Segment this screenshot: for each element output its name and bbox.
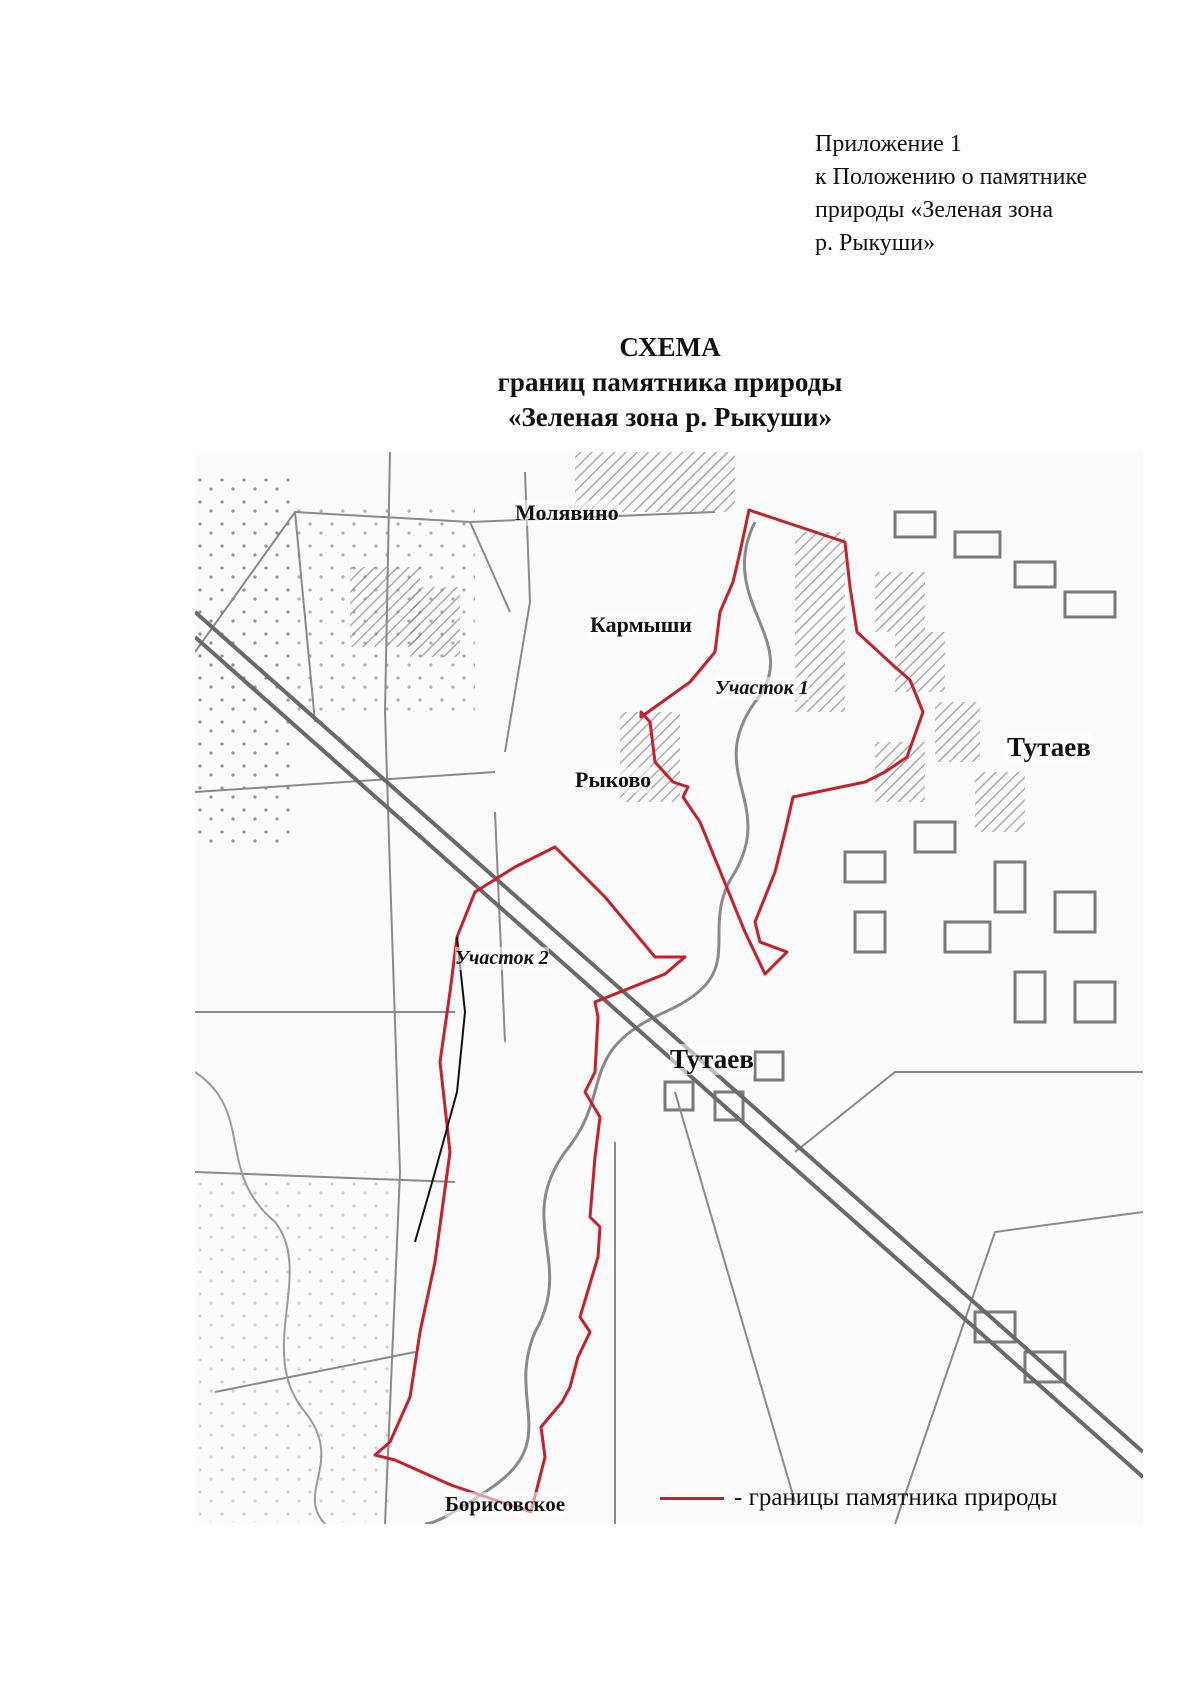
appendix-line-1: Приложение 1 [815,131,962,157]
boundary-black-segment [415,937,465,1242]
appendix-line-2: к Положению о памятнике [815,164,1088,190]
title-line-3: «Зеленая зона р. Рыкуши» [508,402,832,432]
hatched-block [975,772,1025,832]
appendix-note [815,128,1087,260]
hatched-block [935,702,980,762]
appendix-line-3: природы «Зеленая зона [815,197,1054,223]
label-karmyshi: Кармыши [590,612,692,637]
forest-area-sw [195,1172,395,1522]
title-line-2: границ памятника природы [497,367,843,397]
hatched-block [895,632,945,692]
label-uchastok-1: Участок 1 [715,677,809,699]
title-line-1: СХЕМА [619,332,721,362]
label-molyavino: Молявино [515,500,619,525]
hatched-block [410,587,460,657]
hatched-block [350,567,420,647]
label-borisovskoe: Борисовское [445,1492,566,1516]
legend-label: - границы памятника природы [734,1484,1058,1511]
label-tutaev-east: Тутаев [1007,732,1091,762]
label-tutaev-center: Тутаев [670,1044,754,1074]
label-rykovo: Рыково [575,767,652,792]
map-legend [660,1484,1057,1512]
forest-area-west [195,472,290,852]
scheme-title [0,330,1200,435]
hatched-block [875,572,925,632]
boundary-map [195,452,1143,1524]
red-line-swatch-icon [660,1497,724,1500]
label-uchastok-2: Участок 2 [455,947,549,969]
appendix-line-4: р. Рыкуши» [815,230,936,256]
